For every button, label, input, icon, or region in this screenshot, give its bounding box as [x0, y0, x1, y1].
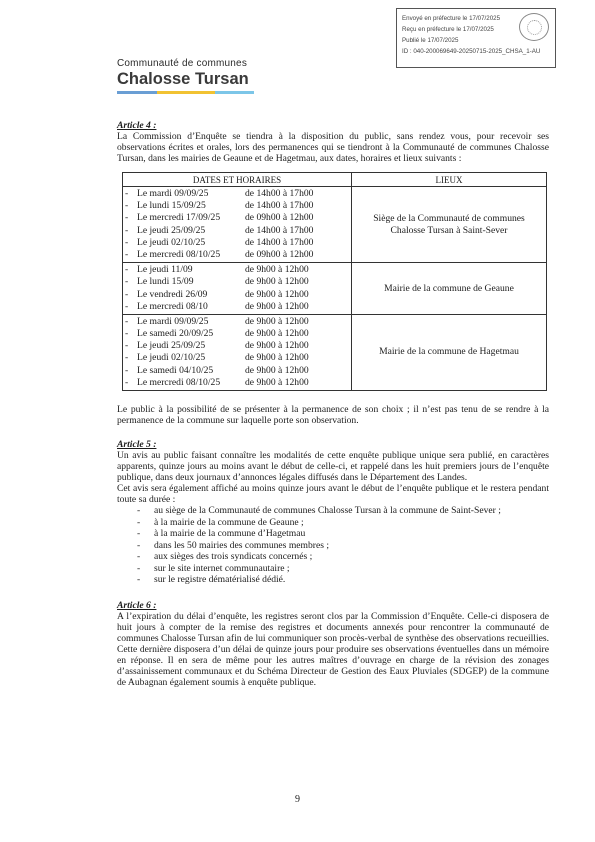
- date-entry: [125, 316, 349, 328]
- stamp-line: Publié le 17/07/2025: [402, 37, 459, 44]
- date-entry: [125, 212, 349, 224]
- seal-icon: [519, 13, 549, 41]
- stamp-line: Envoyé en préfecture le 17/07/2025: [402, 15, 501, 22]
- column-header-dates: DATES ET HORAIRES: [123, 173, 352, 187]
- list-item-text: sur le site internet communautaire ;: [154, 562, 290, 574]
- hours-label: de 9h00 à 12h00: [245, 340, 309, 352]
- date-label: Le mardi 09/09/25: [137, 315, 209, 327]
- date-label: Le lundi 15/09/25: [137, 200, 206, 212]
- date-entry: [125, 225, 349, 237]
- logo-line-2: Chalosse Tursan: [117, 70, 249, 88]
- list-item-text: au siège de la Communauté de communes Chalosse Tursan à la commune de Saint-Sever ;: [154, 505, 501, 516]
- dates-cell: [123, 263, 352, 315]
- hours-label: de 14h00 à 17h00: [245, 188, 314, 199]
- dash-bullet: -: [125, 328, 129, 340]
- article-6-paragraph: A l’expiration du délai d’enquête, les registres seront clos par la Commission d’Enquête. Celle-ci disposera de huit jours à compter de la remise des registres et documents annexés pour rencontrer la communauté de communes Chalosse Tursan afin de lui communiquer son procès-verbal de synthèse des observations recueillies. Cette dernière disposera d’un délai de quinze jours pour produire ses observations éventuelles dans un mémoire en réponse. Il en sera de même pour les autres maîtres d’ouvrage en charge de la révision des zonages d’assainissement communaux et du Schéma Directeur de Gestion des Eaux Pluviales (SDGEP) de la commune de Aubagnan également soumis à enquête publique.: [117, 610, 549, 688]
- list-item-text: à la mairie de la commune d’Hagetmau: [154, 528, 306, 539]
- dash-bullet: -: [125, 352, 129, 364]
- date-label: Le mercredi 08/10: [137, 300, 208, 312]
- list-item: [137, 505, 549, 517]
- dash-bullet: -: [125, 264, 129, 276]
- article-6-title: Article 6 :: [117, 599, 157, 611]
- list-item: [137, 540, 549, 552]
- article-5-title: Article 5 :: [117, 439, 157, 450]
- date-label: Le mercredi 08/10/25: [137, 248, 221, 260]
- dash-bullet: -: [125, 364, 129, 376]
- date-entry: [125, 340, 349, 352]
- list-item-text: sur le registre dématérialisé dédié.: [154, 574, 286, 585]
- date-entry: [125, 200, 349, 212]
- dash-bullet: -: [125, 300, 129, 312]
- article-5-paragraph-1: Un avis au public faisant connaître les modalités de cette enquête publique unique sera publié, en caractères apparents, quinze jours au moins avant le début de celle-ci, et rappelé dans les huit premiers jours de l’enquête publique, dans deux journaux d’annonces légales diffusés dans le Département des Landes.: [117, 450, 549, 483]
- dash-bullet: -: [125, 248, 129, 260]
- list-item: [137, 574, 549, 586]
- dash-bullet: -: [137, 551, 141, 562]
- dash-bullet: -: [125, 188, 129, 199]
- date-label: Le jeudi 25/09/25: [137, 224, 206, 236]
- location-cell: Mairie de la commune de Hagetmau: [352, 314, 547, 390]
- article-5-paragraph-2: Cet avis sera également affiché au moins quinze jours avant le début de l’enquête publique et le restera pendant toute sa durée :: [117, 483, 549, 505]
- date-label: Le mercredi 17/09/25: [137, 212, 221, 224]
- table-body: [123, 187, 547, 391]
- dash-bullet: -: [125, 224, 129, 236]
- date-label: Le vendredi 26/09: [137, 288, 208, 300]
- date-label: Le samedi 20/09/25: [137, 328, 214, 340]
- display-locations-list: [117, 505, 549, 586]
- list-item: [137, 563, 549, 575]
- dash-bullet: -: [137, 562, 141, 574]
- date-label: Le jeudi 25/09/25: [137, 340, 206, 352]
- hours-label: de 9h00 à 12h00: [245, 315, 309, 327]
- date-entry: [125, 328, 349, 340]
- list-item: [137, 517, 549, 529]
- date-label: Le jeudi 11/09: [137, 264, 193, 276]
- dash-bullet: -: [137, 516, 141, 528]
- dash-bullet: -: [137, 528, 141, 539]
- hours-label: de 9h00 à 12h00: [245, 352, 309, 364]
- date-entry: [125, 237, 349, 249]
- logo: [117, 58, 254, 94]
- dash-bullet: -: [125, 315, 129, 327]
- document-body: [117, 120, 549, 688]
- hours-label: de 9h00 à 12h00: [245, 264, 309, 276]
- list-item: [137, 528, 549, 540]
- hours-label: de 9h00 à 12h00: [245, 364, 309, 376]
- dash-bullet: -: [125, 200, 129, 212]
- list-item-text: dans les 50 mairies des communes membres ;: [154, 539, 330, 551]
- logo-color-bar: [117, 91, 254, 94]
- prefecture-stamp: [396, 8, 556, 68]
- date-label: Le lundi 15/09: [137, 276, 194, 288]
- article-4-outro: Le public à la possibilité de se présenter à la permanence de son choix ; il n’est pas tenu de se rendre à la permanence de la commune sur laquelle porte son observation.: [117, 404, 549, 426]
- permanences-table: [122, 172, 547, 391]
- hours-label: de 09h00 à 12h00: [245, 212, 314, 224]
- date-entry: [125, 249, 349, 261]
- list-item-text: à la mairie de la commune de Geaune ;: [154, 516, 304, 528]
- page-number: 9: [295, 794, 300, 805]
- stamp-line: ID : 040-200069649-20250715-2025_CHSA_1-AU: [402, 48, 541, 55]
- date-label: Le jeudi 02/10/25: [137, 352, 206, 364]
- hours-label: de 9h00 à 12h00: [245, 328, 309, 340]
- date-label: Le jeudi 02/10/25: [137, 236, 206, 248]
- table-row: [123, 187, 547, 263]
- dash-bullet: -: [137, 539, 141, 551]
- dash-bullet: -: [137, 505, 141, 516]
- date-label: Le mardi 09/09/25: [137, 188, 209, 199]
- table-row: [123, 263, 547, 315]
- hours-label: de 9h00 à 12h00: [245, 300, 309, 312]
- logo-line-1: Communauté de communes: [117, 58, 248, 69]
- stamp-line: Reçu en préfecture le 17/07/2025: [402, 26, 494, 33]
- date-entry: [125, 301, 349, 313]
- date-label: Le samedi 04/10/25: [137, 364, 214, 376]
- table-row: [123, 314, 547, 390]
- dash-bullet: -: [125, 276, 129, 288]
- dates-cell: [123, 314, 352, 390]
- date-entry: [125, 264, 349, 276]
- hours-label: de 14h00 à 17h00: [245, 200, 314, 212]
- logo-bar-segment: [117, 91, 157, 94]
- date-label: Le mercredi 08/10/25: [137, 376, 221, 388]
- date-entry: [125, 352, 349, 364]
- date-entry: [125, 365, 349, 377]
- dash-bullet: -: [125, 236, 129, 248]
- hours-label: de 9h00 à 12h00: [245, 288, 309, 300]
- hours-label: de 14h00 à 17h00: [245, 224, 314, 236]
- hours-label: de 9h00 à 12h00: [245, 376, 309, 388]
- date-entry: [125, 377, 349, 389]
- dates-cell: [123, 187, 352, 263]
- dash-bullet: -: [125, 288, 129, 300]
- location-cell: Siège de la Communauté de communes Chalosse Tursan à Saint-Sever: [352, 187, 547, 263]
- article-4-title: Article 4 :: [117, 120, 157, 131]
- logo-bar-segment: [215, 91, 254, 94]
- date-entry: [125, 276, 349, 288]
- hours-label: de 9h00 à 12h00: [245, 276, 309, 288]
- hours-label: de 09h00 à 12h00: [245, 248, 314, 260]
- dash-bullet: -: [125, 340, 129, 352]
- location-cell: Mairie de la commune de Geaune: [352, 263, 547, 315]
- list-item-text: aux sièges des trois syndicats concernés ;: [154, 551, 313, 562]
- logo-bar-segment: [157, 91, 215, 94]
- list-item: [137, 551, 549, 563]
- hours-label: de 14h00 à 17h00: [245, 236, 314, 248]
- dash-bullet: -: [137, 574, 141, 585]
- dash-bullet: -: [125, 376, 129, 388]
- date-entry: [125, 289, 349, 301]
- dash-bullet: -: [125, 212, 129, 224]
- column-header-lieux: LIEUX: [352, 173, 547, 187]
- article-4-intro: La Commission d’Enquête se tiendra à la disposition du public, sans rendez vous, pour recevoir ses observations écrites et orales, lors des permanences qui se tiendront à la Communauté de communes Chalosse Tursan, dans les mairies de Geaune et de Hagetmau, aux dates, horaires et lieux suivants :: [117, 131, 549, 164]
- date-entry: [125, 188, 349, 200]
